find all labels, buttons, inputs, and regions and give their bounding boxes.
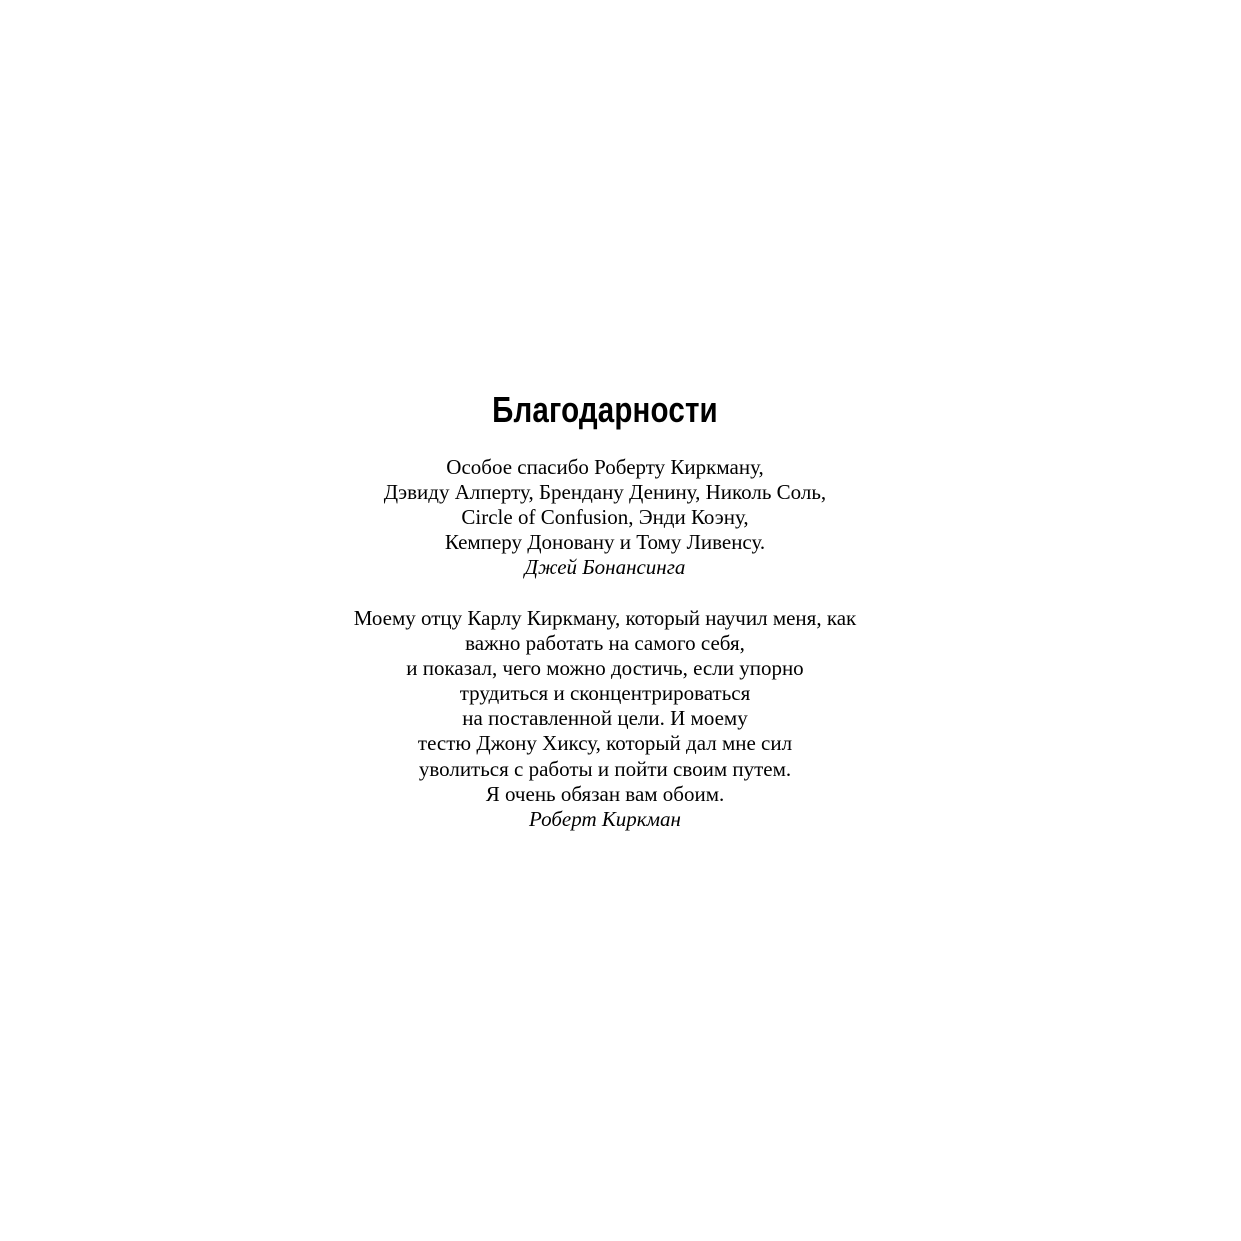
text-line: важно работать на самого себя, [465,631,745,656]
text-line: уволиться с работы и пойти своим путем. [418,756,792,781]
text-line: Особое спасибо Роберту Киркману, [446,455,764,479]
text-line: Моему отцу Карлу Киркману, который научил меня, как [353,606,857,630]
acknowledgement-kirkman [0,606,1210,832]
text-line: тестю Джону Хиксу, который дал мне сил [417,731,793,756]
acknowledgement-bonansinga [0,455,1210,580]
page-title: Благодарности [492,389,718,430]
text-line: на поставленной цели. И моему [462,706,748,731]
text-line: Я очень обязан вам обоим. [485,781,725,806]
text-line: и показал, чего можно достичь, если упорно [406,656,804,681]
text-line: Кемперу Доновану и Тому Ливенсу. [444,530,766,555]
text-line: Дэвиду Алперту, Брендану Денину, Николь Соль, [383,480,827,505]
text-line: Circle of Confusion, Энди Коэну, [461,505,749,530]
signature: Джей Бонансинга [524,555,686,580]
signature: Роберт Киркман [529,806,681,831]
text-line: трудиться и сконцентрироваться [459,681,751,706]
